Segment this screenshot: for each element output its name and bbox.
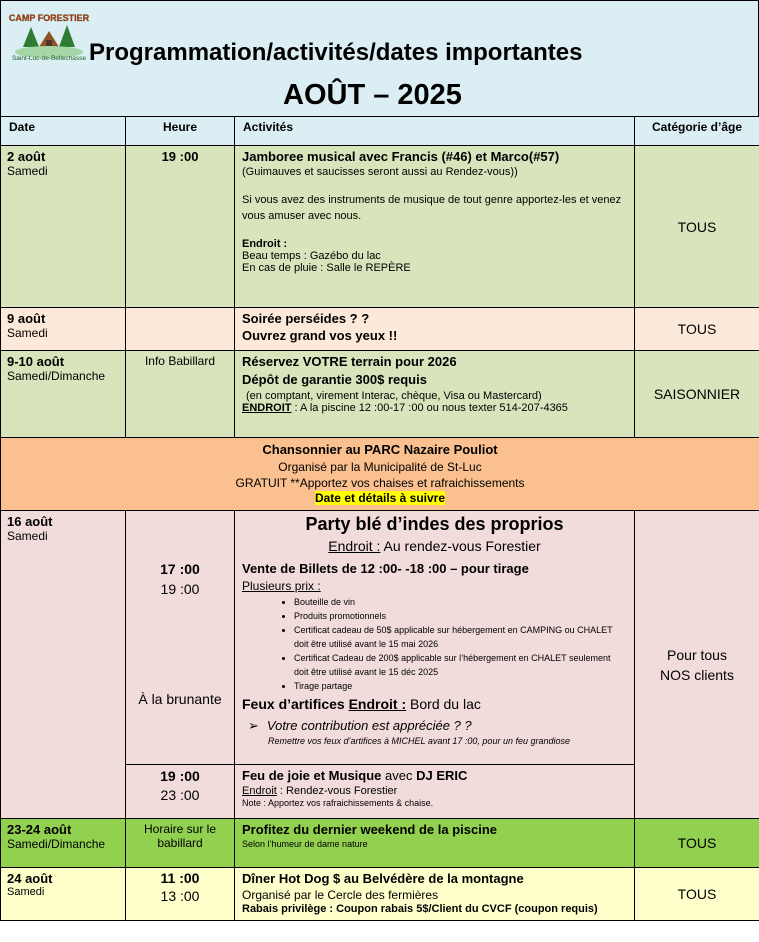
endroit-text: : A la piscine 12 :00-17 :00 ou nous texter 514-207-4365 bbox=[291, 402, 568, 414]
banner-title: Chansonnier au PARC Nazaire Pouliot bbox=[262, 442, 498, 457]
table-row bbox=[1, 868, 759, 921]
day-text: Samedi bbox=[7, 164, 48, 178]
date-text: 16 août bbox=[7, 514, 53, 529]
activity-title: Party blé d’indes des proprios bbox=[305, 514, 564, 534]
date-text: 2 août bbox=[7, 149, 46, 164]
day-text: Samedi bbox=[7, 529, 48, 543]
feu-joie-title: Feu de joie et Musique bbox=[242, 768, 382, 783]
activity-line: (Guimauves et saucisses seront aussi au Rendez-vous)) bbox=[242, 166, 518, 178]
category-cell: TOUS bbox=[635, 868, 759, 921]
endroit-label: Endroit : bbox=[242, 238, 288, 250]
contribution-block bbox=[242, 718, 627, 747]
heure-text: Horaire sur le babillard bbox=[143, 822, 217, 850]
table-row bbox=[1, 351, 759, 438]
page-title: Programmation/activités/dates importantes bbox=[89, 39, 583, 66]
date-cell bbox=[1, 868, 126, 921]
endroit-text: : Rendez-vous Forestier bbox=[276, 785, 398, 797]
svg-text:Saint-Luc-de-Bellechasse: Saint-Luc-de-Bellechasse bbox=[11, 55, 87, 62]
endroit-line bbox=[242, 785, 627, 797]
date-text: 9-10 août bbox=[7, 354, 65, 369]
endroit-text: Bord du lac bbox=[406, 696, 481, 712]
activity-cell bbox=[235, 819, 635, 868]
banner-highlight: Date et détails à suivre bbox=[314, 491, 446, 505]
date-cell bbox=[1, 146, 126, 308]
heure-text: 13 :00 bbox=[160, 888, 200, 904]
date-text: 9 août bbox=[7, 311, 46, 326]
activity-cell bbox=[235, 146, 635, 308]
endroit-line: Beau temps : Gazébo du lac bbox=[242, 250, 381, 262]
heure-text: 19 :00 bbox=[160, 768, 200, 784]
endroit-label: Endroit : bbox=[328, 538, 381, 554]
heure-cell bbox=[126, 819, 235, 868]
category-cell: TOUS bbox=[635, 146, 759, 308]
activity-title: Dîner Hot Dog $ au Belvédère de la montagne bbox=[242, 871, 524, 886]
category-line: NOS clients bbox=[660, 666, 734, 683]
heure-text: 17 :00 bbox=[160, 561, 200, 577]
date-text: 23-24 août bbox=[7, 822, 72, 837]
table-row bbox=[1, 308, 759, 351]
note-line: Note : Apportez vos rafraichissements & chaise. bbox=[242, 798, 434, 808]
contribution-note: Remettre vos feux d’artifices à MICHEL avant 17 :00, pour un feu grandiose bbox=[268, 736, 570, 746]
category-cell: SAISONNIER bbox=[635, 351, 759, 438]
endroit-text: Au rendez-vous Forestier bbox=[380, 538, 541, 554]
activity-title: Ouvrez grand vos yeux !! bbox=[242, 328, 398, 343]
col-header-heure: Heure bbox=[126, 117, 235, 146]
activity-cell bbox=[235, 868, 635, 921]
category-cell: TOUS bbox=[635, 308, 759, 351]
page-header bbox=[0, 0, 759, 117]
activity-cell bbox=[235, 351, 635, 438]
date-cell bbox=[1, 819, 126, 868]
feux-line bbox=[242, 696, 627, 712]
heure-cell bbox=[126, 308, 235, 351]
contribution-text: Votre contribution est appréciée ? ? bbox=[266, 718, 472, 733]
col-header-activites: Activités bbox=[235, 117, 635, 146]
heure-text: Info Babillard bbox=[144, 354, 216, 368]
activity-title: Profitez du dernier weekend de la piscine bbox=[242, 822, 498, 837]
day-text: Samedi/Dimanche bbox=[7, 837, 106, 851]
table-row bbox=[1, 146, 759, 308]
heure-cell bbox=[126, 868, 235, 921]
heure-cell bbox=[126, 511, 235, 765]
col-header-date: Date bbox=[1, 117, 126, 146]
banner-line: GRATUIT **Apportez vos chaises et rafraichissements bbox=[235, 476, 525, 490]
date-text: 24 août bbox=[7, 871, 53, 886]
date-cell bbox=[1, 511, 126, 819]
prize-item: • Certificat Cadeau de 200$ applicable sur l’hébergement en CHALET seulement doit être utilisé avant le 15 déc 2025 bbox=[294, 651, 627, 679]
category-line: Pour tous bbox=[667, 646, 727, 663]
prix-label: Plusieurs prix : bbox=[242, 579, 321, 593]
day-text: Samedi/Dimanche bbox=[7, 369, 106, 383]
heure-cell bbox=[126, 351, 235, 438]
contribution-line bbox=[248, 718, 627, 734]
arrow-bullet-icon: ➢ bbox=[248, 718, 259, 733]
activity-title: Soirée perséides ? ? bbox=[242, 311, 370, 326]
table-row bbox=[1, 819, 759, 868]
day-text: Samedi bbox=[7, 886, 45, 898]
activity-title: Dépôt de garantie 300$ requis bbox=[242, 372, 427, 387]
heure-text: À la brunante bbox=[138, 691, 222, 707]
schedule-table bbox=[0, 116, 759, 921]
activity-line: Organisé par le Cercle des fermières bbox=[242, 888, 439, 902]
endroit-line bbox=[242, 402, 627, 414]
heure-text: 23 :00 bbox=[160, 787, 200, 803]
endroit-label: Endroit bbox=[242, 785, 277, 797]
prize-item: • Certificat cadeau de 50$ applicable sur hébergement en CAMPING ou CHALET doit être utilisé avant le 15 mai 2026 bbox=[294, 623, 627, 651]
prize-list bbox=[242, 595, 627, 693]
heure-cell bbox=[126, 765, 235, 819]
prize-item: • Bouteille de vin bbox=[294, 595, 627, 609]
banner-cell bbox=[1, 438, 759, 511]
activity-title bbox=[242, 768, 627, 783]
activity-line: Selon l’humeur de dame nature bbox=[242, 839, 368, 849]
banner-line: Organisé par la Municipalité de St-Luc bbox=[278, 460, 482, 474]
col-header-categorie: Catégorie d’âge bbox=[635, 117, 759, 146]
feu-joie-dj: DJ ERIC bbox=[416, 768, 468, 783]
heure-text: 11 :00 bbox=[160, 870, 200, 886]
category-cell: TOUS bbox=[635, 819, 759, 868]
day-text: Samedi bbox=[7, 326, 48, 340]
activity-title: Réservez VOTRE terrain pour 2026 bbox=[242, 354, 457, 369]
prize-item: • Produits promotionnels bbox=[294, 609, 627, 623]
activity-cell bbox=[235, 511, 635, 765]
activity-line: (en comptant, virement Interac, chèque, Visa ou Mastercard) bbox=[246, 390, 542, 402]
banner-row bbox=[1, 438, 759, 511]
activity-line: Rabais privilège : Coupon rabais 5$/Client du CVCF (coupon requis) bbox=[242, 903, 598, 915]
heure-text: 19 :00 bbox=[160, 581, 200, 597]
svg-text:CAMP FORESTIER: CAMP FORESTIER bbox=[9, 13, 89, 23]
endroit-line bbox=[242, 538, 627, 554]
feux-title: Feux d’artifices bbox=[242, 696, 345, 712]
camp-logo bbox=[9, 5, 89, 63]
date-cell bbox=[1, 351, 126, 438]
page-subtitle: AOÛT – 2025 bbox=[283, 79, 462, 111]
feu-joie-avec: avec bbox=[381, 768, 417, 783]
date-cell bbox=[1, 308, 126, 351]
endroit-label: Endroit : bbox=[348, 696, 407, 712]
heure-cell bbox=[126, 146, 235, 308]
heure-text: 19 :00 bbox=[161, 149, 199, 164]
activity-cell bbox=[235, 308, 635, 351]
activity-title: Jamboree musical avec Francis (#46) et Marco(#57) bbox=[242, 149, 560, 164]
endroit-label: ENDROIT bbox=[242, 402, 292, 414]
prize-item: • Tirage partage bbox=[294, 679, 627, 693]
activity-cell bbox=[235, 765, 635, 819]
activity-line: Si vous avez des instruments de musique de tout genre apportez-les et venez vous amuser avec nous. bbox=[242, 194, 622, 222]
billets-line: Vente de Billets de 12 :00- -18 :00 – pour tirage bbox=[242, 561, 529, 576]
table-header-row bbox=[1, 117, 759, 146]
category-cell bbox=[635, 511, 759, 819]
endroit-line: En cas de pluie : Salle le REPÈRE bbox=[242, 262, 411, 274]
table-row bbox=[1, 511, 759, 765]
